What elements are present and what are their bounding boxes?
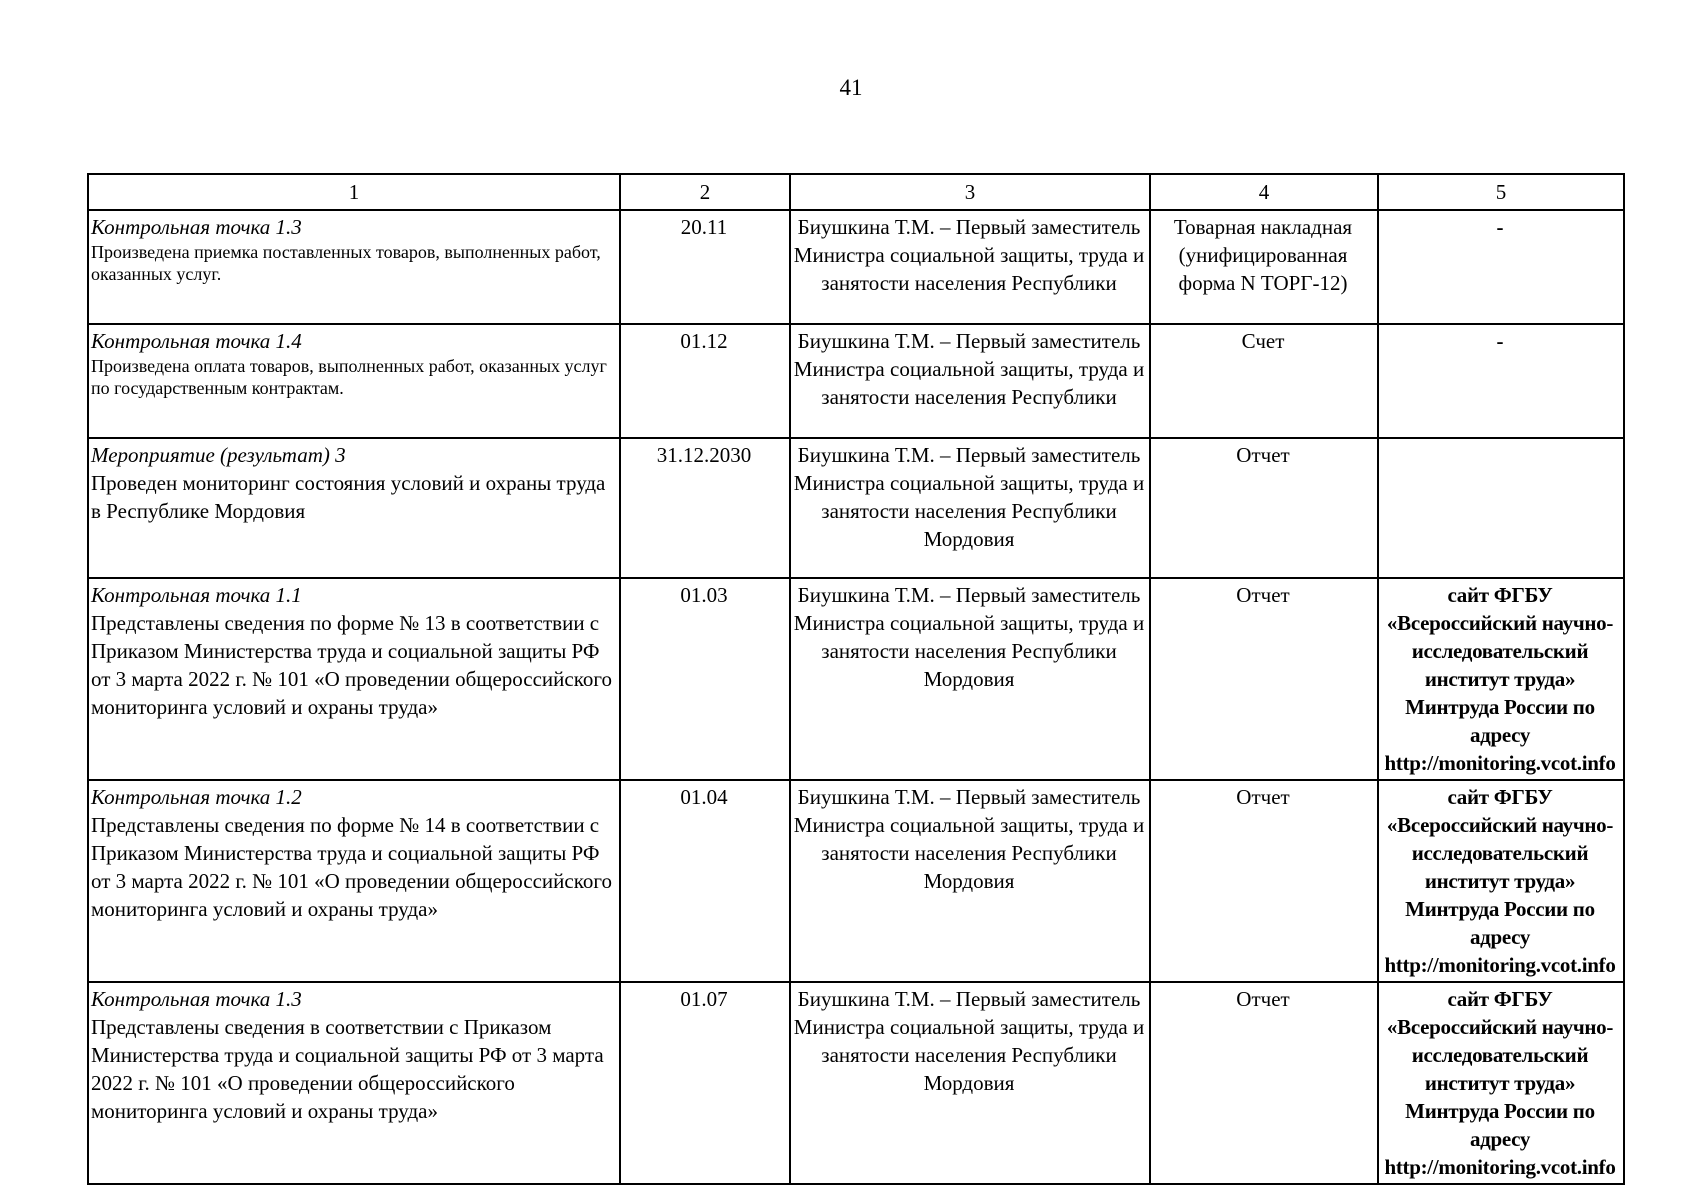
- event-cell: [88, 438, 620, 578]
- table-row: [88, 324, 1624, 438]
- table-body: [88, 210, 1624, 1184]
- event-cell: [88, 210, 620, 324]
- date-cell: 01.04: [620, 780, 790, 982]
- table-row: [88, 578, 1624, 780]
- header-col-1: 1: [88, 174, 620, 210]
- event-description: Представлены сведения по форме № 14 в соответствии с Приказом Министерства труда и социальной защиты РФ от 3 марта 2022 г. № 101 «О проведении общероссийского мониторинга условий и охраны труда»: [91, 813, 612, 921]
- date-cell: 01.03: [620, 578, 790, 780]
- plan-table: [87, 173, 1625, 1185]
- table-row: [88, 438, 1624, 578]
- date-cell: 01.12: [620, 324, 790, 438]
- event-title: Контрольная точка 1.3: [91, 987, 302, 1011]
- event-description: Проведен мониторинг состояния условий и охраны труда в Республике Мордовия: [91, 471, 606, 523]
- table-row: [88, 210, 1624, 324]
- event-title: Контрольная точка 1.1: [91, 583, 302, 607]
- event-description: Произведена приемка поставленных товаров, выполненных работ, оказанных услуг.: [91, 242, 601, 284]
- event-description: Представлены сведения в соответствии с Приказом Министерства труда и социальной защиты РФ от 3 марта 2022 г. № 101 «О проведении общероссийского мониторинга условий и охраны труда»: [91, 1015, 604, 1123]
- document-cell: Товарная накладная (унифицированная форма N ТОРГ-12): [1150, 210, 1378, 324]
- event-cell: [88, 982, 620, 1184]
- responsible-cell: Биушкина Т.М. – Первый заместитель Министра социальной защиты, труда и занятости населения Республики Мордовия: [790, 982, 1150, 1184]
- header-col-4: 4: [1150, 174, 1378, 210]
- event-cell: [88, 324, 620, 438]
- document-cell: Отчет: [1150, 982, 1378, 1184]
- table-row: [88, 780, 1624, 982]
- event-title: Контрольная точка 1.2: [91, 785, 302, 809]
- responsible-cell: Биушкина Т.М. – Первый заместитель Министра социальной защиты, труда и занятости населения Республики: [790, 210, 1150, 324]
- page-number: 41: [839, 75, 863, 100]
- event-cell: [88, 780, 620, 982]
- event-title: Мероприятие (результат) 3: [91, 443, 346, 467]
- source-cell: сайт ФГБУ «Всероссийский научно-исследовательский институт труда» Минтруда России по адресу http://monitoring.vcot.info: [1378, 578, 1624, 780]
- document-cell: Отчет: [1150, 438, 1378, 578]
- document-cell: Отчет: [1150, 780, 1378, 982]
- table-header: [88, 174, 1624, 210]
- responsible-cell: Биушкина Т.М. – Первый заместитель Министра социальной защиты, труда и занятости населения Республики Мордовия: [790, 578, 1150, 780]
- event-title: Контрольная точка 1.3: [91, 215, 302, 239]
- header-col-5: 5: [1378, 174, 1624, 210]
- source-cell: сайт ФГБУ «Всероссийский научно-исследовательский институт труда» Минтруда России по адресу http://monitoring.vcot.info: [1378, 982, 1624, 1184]
- document-cell: Отчет: [1150, 578, 1378, 780]
- source-cell: сайт ФГБУ «Всероссийский научно-исследовательский институт труда» Минтруда России по адресу http://monitoring.vcot.info: [1378, 780, 1624, 982]
- event-title: Контрольная точка 1.4: [91, 329, 302, 353]
- source-cell: [1378, 438, 1624, 578]
- responsible-cell: Биушкина Т.М. – Первый заместитель Министра социальной защиты, труда и занятости населения Республики Мордовия: [790, 438, 1150, 578]
- event-description: Представлены сведения по форме № 13 в соответствии с Приказом Министерства труда и социальной защиты РФ от 3 марта 2022 г. № 101 «О проведении общероссийского мониторинга условий и охраны труда»: [91, 611, 612, 719]
- date-cell: 20.11: [620, 210, 790, 324]
- table-row: [88, 982, 1624, 1184]
- date-cell: 01.07: [620, 982, 790, 1184]
- source-cell: -: [1378, 324, 1624, 438]
- responsible-cell: Биушкина Т.М. – Первый заместитель Министра социальной защиты, труда и занятости населения Республики: [790, 324, 1150, 438]
- event-description: Произведена оплата товаров, выполненных работ, оказанных услуг по государственным контрактам.: [91, 356, 607, 398]
- header-col-3: 3: [790, 174, 1150, 210]
- source-cell: -: [1378, 210, 1624, 324]
- document-cell: Счет: [1150, 324, 1378, 438]
- responsible-cell: Биушкина Т.М. – Первый заместитель Министра социальной защиты, труда и занятости населения Республики Мордовия: [790, 780, 1150, 982]
- header-col-2: 2: [620, 174, 790, 210]
- date-cell: 31.12.2030: [620, 438, 790, 578]
- header-row: [88, 174, 1624, 210]
- event-cell: [88, 578, 620, 780]
